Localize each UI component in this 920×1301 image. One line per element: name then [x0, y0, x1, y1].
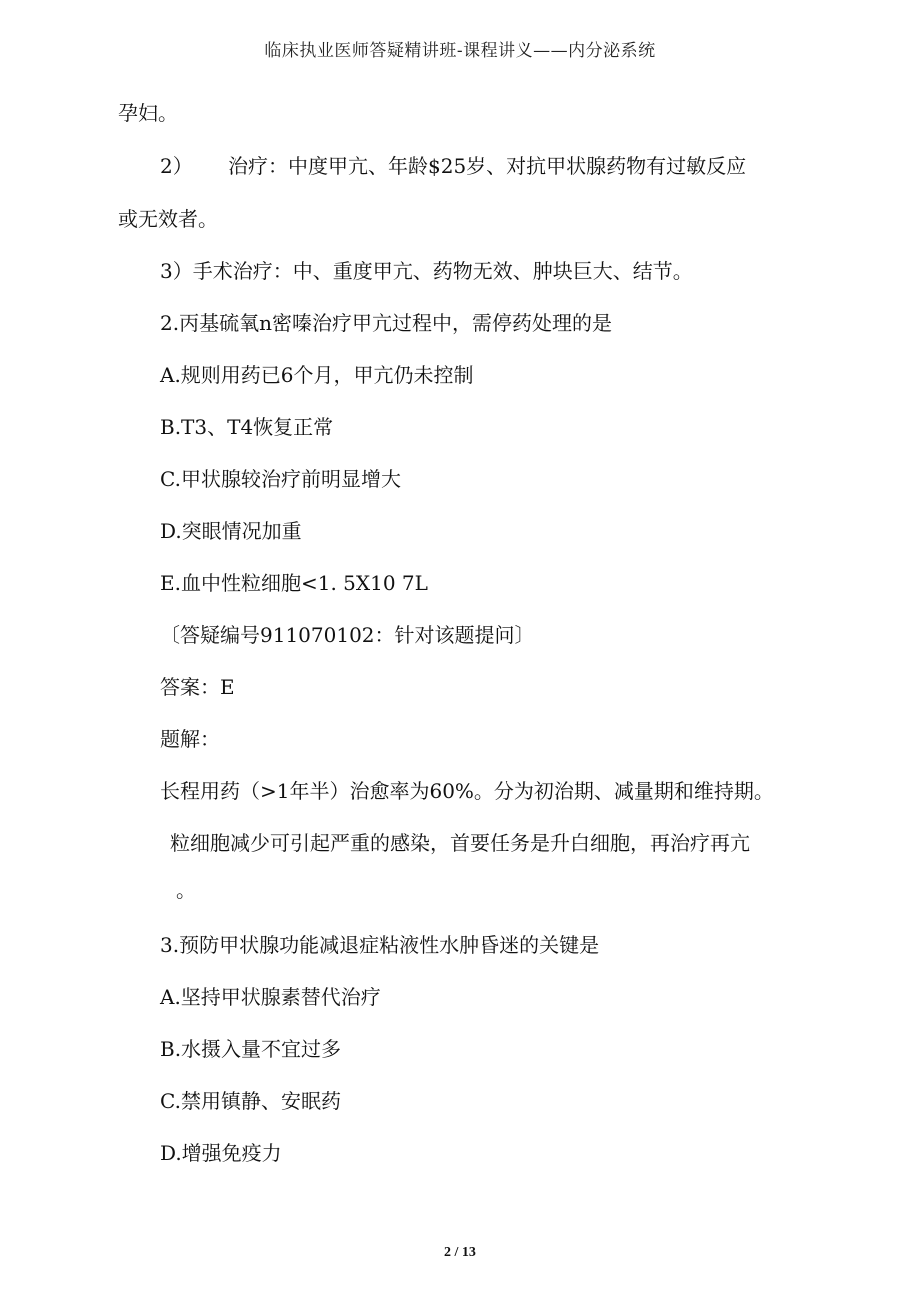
page-number: 2 / 13 — [444, 1245, 476, 1260]
page-header: 临床执业医师答疑精讲班-课程讲义——内分泌系统 — [264, 41, 656, 61]
answer: 答案：E — [160, 675, 235, 699]
explanation-line-3: 。 — [176, 878, 196, 902]
explanation-label: 题解： — [160, 727, 220, 751]
treatment-item-2-continued: 或无效者。 — [118, 207, 218, 231]
question-3-option-b: B.水摄入量不宜过多 — [160, 1037, 342, 1061]
question-3-stem: 3.预防甲状腺功能减退症粘液性水肿昏迷的关键是 — [160, 933, 600, 957]
question-3-option-a: A.坚持甲状腺素替代治疗 — [160, 985, 381, 1009]
question-2-option-c: C.甲状腺较治疗前明显增大 — [160, 467, 401, 491]
item-number: 2） — [160, 154, 193, 178]
question-2-option-b: B.T3、T4恢复正常 — [160, 415, 334, 439]
question-2-option-a: A.规则用药已6个月，甲亢仍未控制 — [160, 363, 474, 387]
question-2-option-d: D.突眼情况加重 — [160, 519, 302, 543]
explanation-line-2: 粒细胞减少可引起严重的感染，首要任务是升白细胞，再治疗再亢 — [170, 831, 750, 855]
question-2-option-e: E.血中性粒细胞<1. 5X10 7L — [160, 571, 428, 595]
item-text: 治疗：中度甲亢、年龄$25岁、对抗甲状腺药物有过敏反应 — [228, 154, 747, 178]
treatment-item-2 — [160, 154, 746, 178]
treatment-item-3: 3）手术治疗：中、重度甲亢、药物无效、肿块巨大、结节。 — [160, 259, 693, 283]
explanation-line-1: 长程用药（>1年半）治愈率为60%。分为初治期、减量期和维持期。 — [160, 779, 774, 803]
continued-line: 孕妇。 — [118, 101, 178, 125]
qa-reference: 〔答疑编号911070102：针对该题提问〕 — [160, 623, 535, 647]
question-3-option-d: D.增强免疫力 — [160, 1141, 282, 1165]
question-2-stem: 2.丙基硫氧n密嗪治疗甲亢过程中，需停药处理的是 — [160, 311, 612, 335]
question-3-option-c: C.禁用镇静、安眠药 — [160, 1089, 341, 1113]
